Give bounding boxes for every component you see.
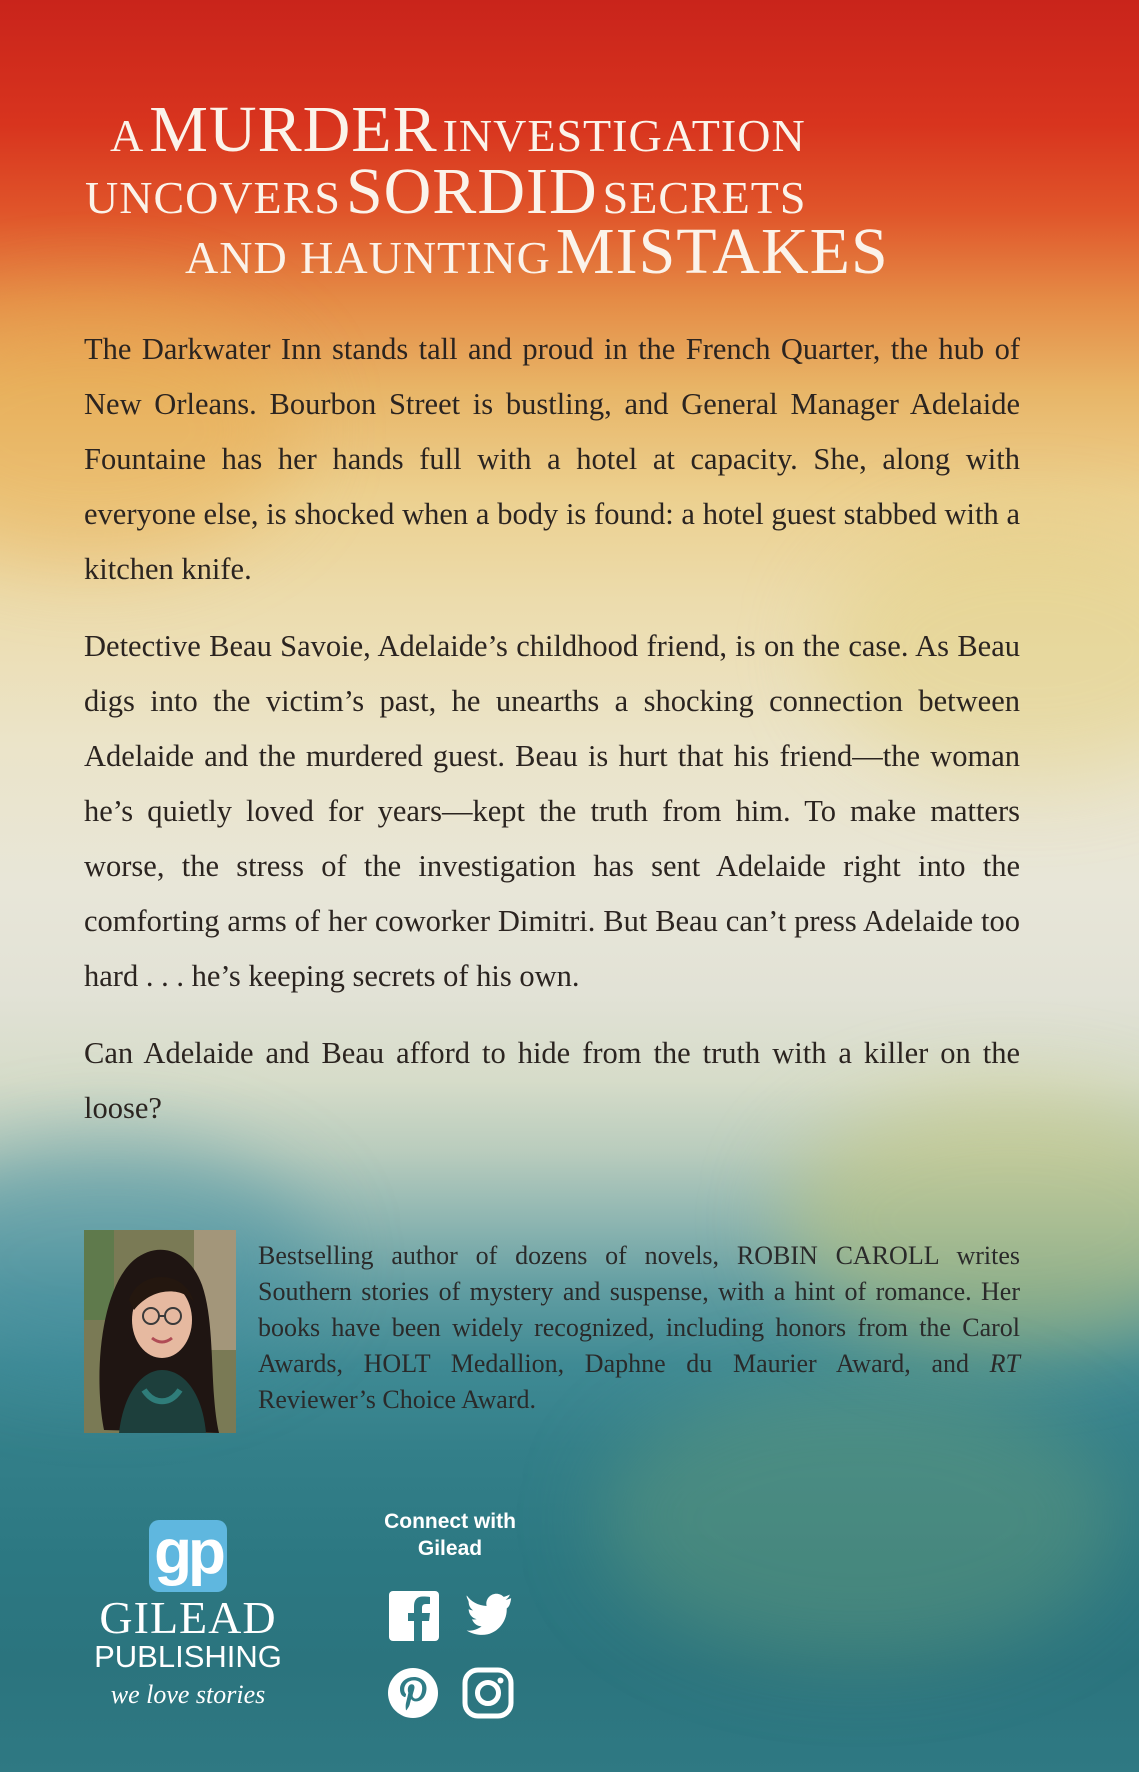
- author-bio-italic: RT: [989, 1349, 1020, 1378]
- facebook-icon[interactable]: [388, 1590, 440, 1642]
- headline-word: A: [110, 110, 145, 161]
- headline-word: UNCOVERS: [85, 172, 341, 223]
- headline-word-emphasis: MURDER: [149, 93, 438, 166]
- publisher-name: GILEAD: [99, 1592, 277, 1643]
- paint-wash: [600, 1380, 1120, 1660]
- headline-word-emphasis: SORDID: [345, 155, 598, 228]
- synopsis-paragraph-1: The Darkwater Inn stands tall and proud in the French Quarter, the hub of New Orleans. Bourbon Street is bustling, and General Manager Adelaide Fountaine has her hands full with a hotel at capacity. She, along with everyone else, is shocked when a body is found: a hotel guest stabbed with a kitchen knife.: [84, 332, 1020, 586]
- author-bio-text: Bestselling author of dozens of novels, ROBIN CAROLL writes Southern stories of mystery and suspense, with a hint of romance. Her books have been widely recognized, including honors from the Carol Awards, HOLT Medallion, Daphne du Maurier Award, and: [258, 1241, 1020, 1378]
- publisher-logo: [78, 1520, 298, 1716]
- author-portrait-illustration: [84, 1230, 236, 1433]
- headline-word-emphasis: MISTAKES: [555, 215, 889, 288]
- synopsis-paragraph-2: Detective Beau Savoie, Adelaide’s childhood friend, is on the case. As Beau digs into the victim’s past, he unearths a shocking connection between Adelaide and the murdered guest. Beau is hurt that his friend—the woman he’s quietly loved for years—kept the truth from him. To make matters worse, the stress of the investigation has sent Adelaide right into the comforting arms of her coworker Dimitri. But Beau can’t press Adelaide too hard . . . he’s keeping secrets of his own.: [84, 629, 1020, 993]
- author-bio-text-end: Reviewer’s Choice Award.: [258, 1385, 537, 1414]
- instagram-icon[interactable]: [462, 1667, 514, 1719]
- twitter-icon[interactable]: [464, 1590, 516, 1642]
- connect-label: Connect with Gilead: [384, 1510, 516, 1560]
- author-bio: [258, 1238, 1020, 1418]
- headline-word: AND HAUNTING: [185, 232, 551, 283]
- headline-word: SECRETS: [602, 172, 807, 223]
- pinterest-icon[interactable]: [387, 1667, 439, 1719]
- gp-logo-icon: gp: [149, 1520, 227, 1592]
- headline-line-3: [185, 214, 889, 290]
- synopsis: [84, 322, 1020, 1158]
- publisher-tagline: we love stories: [110, 1680, 266, 1709]
- author-photo: [84, 1230, 236, 1433]
- headline-word: INVESTIGATION: [442, 110, 806, 161]
- synopsis-paragraph-3: Can Adelaide and Beau afford to hide from the truth with a killer on the loose?: [84, 1036, 1020, 1125]
- publisher-subname: PUBLISHING: [94, 1639, 282, 1674]
